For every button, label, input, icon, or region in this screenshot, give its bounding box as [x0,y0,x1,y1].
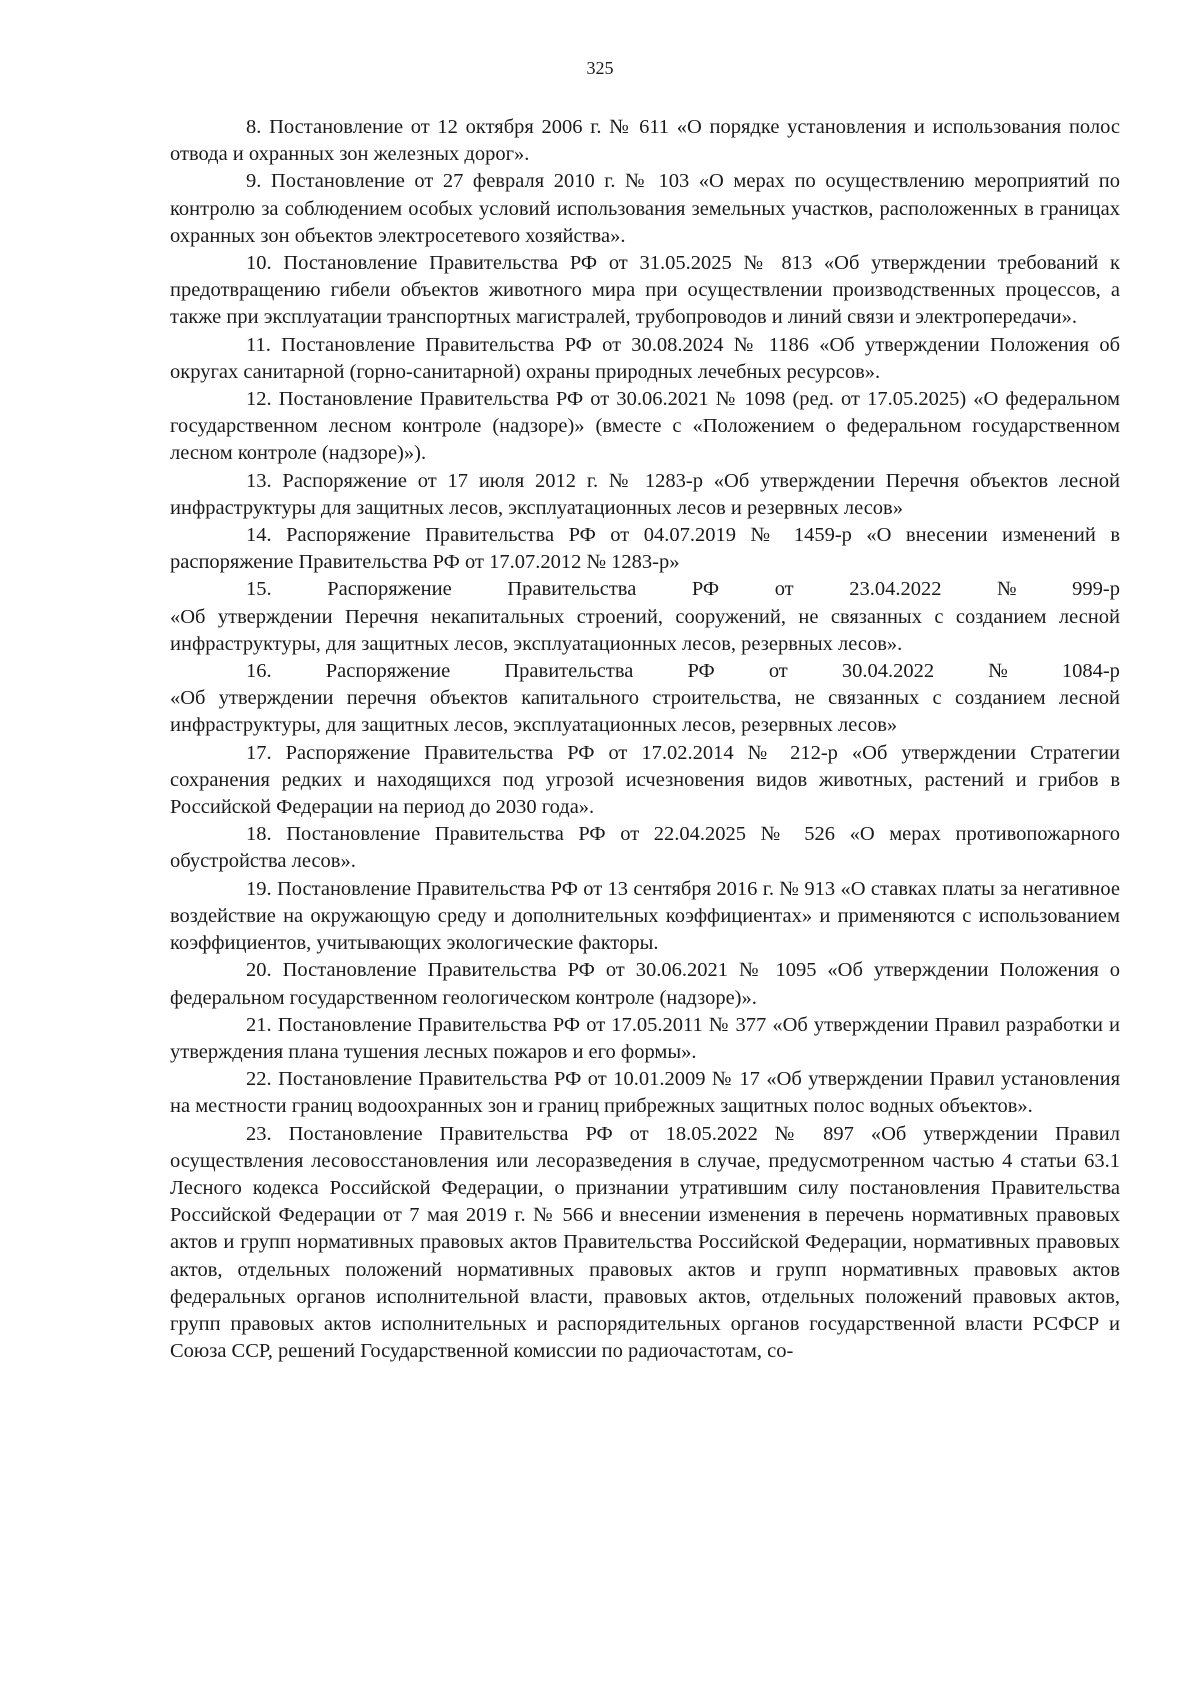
list-item: 22. Постановление Правительства РФ от 10.01.2009 № 17 «Об утверждении Правил установления на местности границ водоохранных зон и границ прибрежных защитных полос водных объектов». [170,1068,1120,1118]
word: от [774,578,794,601]
word: 15. [246,578,272,601]
list-item [170,576,1120,658]
word: Правительства [507,578,637,601]
list-item-continuation: «Об утверждении перечня объектов капитального строительства, не связанных с созданием лесной инфраструктуры, для защитных лесов, эксплуатационных лесов, резервных лесов» [170,687,1120,737]
list-item-heading-line [170,658,1120,685]
list-item: 10. Постановление Правительства РФ от 31.05.2025 № 813 «Об утверждении требований к предотвращению гибели объектов животного мира при осуществлении производственных процессов, а также при эксплуатации транспортных магистралей, трубопроводов и линий связи и электропередачи». [170,252,1120,329]
list-item: 13. Распоряжение от 17 июля 2012 г. № 1283-р «Об утверждении Перечня объектов лесной инфраструктуры для защитных лесов, эксплуатационных лесов и резервных лесов» [170,469,1120,519]
list-item: 9. Постановление от 27 февраля 2010 г. № 103 «О мерах по осуществлению мероприятий по контролю за соблюдением особых условий использования земельных участков, расположенных в границах охранных зон объектов электросетевого хозяйства». [170,170,1120,247]
list-item: 20. Постановление Правительства РФ от 30.06.2021 № 1095 «Об утверждении Положения о федеральном государственном геологическом контроле (надзоре)». [170,959,1120,1009]
word: РФ [687,660,715,683]
word: РФ [691,578,720,601]
word: Распоряжение [327,578,452,601]
list-item [170,658,1120,740]
list-item: 21. Постановление Правительства РФ от 17.05.2011 № 377 «Об утверждении Правил разработки и утверждения плана тушения лесных пожаров и его формы». [170,1013,1120,1063]
list-item: 11. Постановление Правительства РФ от 30.08.2024 № 1186 «Об утверждении Положения об округах санитарной (горно-санитарной) охраны природных лечебных ресурсов». [170,333,1120,383]
list-item: 14. Распоряжение Правительства РФ от 04.07.2019 № 1459-р «О внесении изменений в распоряжение Правительства РФ от 17.07.2012 № 1283-р» [170,524,1120,574]
list-item: 17. Распоряжение Правительства РФ от 17.02.2014 № 212-р «Об утверждении Стратегии сохранения редких и находящихся под угрозой исчезновения видов животных, растений и грибов в Российской Федерации на период до 2030 года». [170,741,1120,819]
page-number: 325 [586,58,614,78]
list-item-heading-line [170,576,1120,603]
word: Распоряжение [325,660,451,683]
word: Правительства [504,660,634,683]
list-item: 19. Постановление Правительства РФ от 13 сентября 2016 г. № 913 «О ставках платы за негативное воздействие на окружающую среду и дополнительных коэффициентах» и применяются с использованием коэффициентов, учитывающих экологические факторы. [170,877,1120,955]
word: 999-р [1072,578,1120,601]
word: 23.04.2022 [849,578,942,601]
document-body [170,114,1120,1365]
word: № [997,578,1017,601]
list-item: 8. Постановление от 12 октября 2006 г. № 611 «О порядке установления и использования полос отвода и охранных зон железных дорог». [170,116,1120,166]
word: от [768,660,788,683]
list-item: 12. Постановление Правительства РФ от 30.06.2021 № 1098 (ред. от 17.05.2025) «О федеральном государственном лесном контроле (надзоре)» (вместе с «Положением о федеральном государственном лесном контроле (надзоре)»). [170,388,1120,465]
list-item-continuation: «Об утверждении Перечня некапитальных строений, сооружений, не связанных с созданием лесной инфраструктуры, для защитных лесов, эксплуатационных лесов, резервных лесов». [170,605,1120,655]
word: 1084-р [1061,660,1120,683]
word: № [988,660,1008,683]
word: 16. [246,660,272,683]
word: 30.04.2022 [841,660,935,683]
list-item: 18. Постановление Правительства РФ от 22.04.2025 № 526 «О мерах противопожарного обустройства лесов». [170,823,1120,873]
list-item: 23. Постановление Правительства РФ от 18.05.2022 № 897 «Об утверждении Правил осуществления лесовосстановления или лесоразведения в случае, предусмотренном частью 4 статьи 63.1 Лесного кодекса Российской Федерации, о признании утратившим силу постановления Правительства Российской Федерации от 7 мая 2019 г. № 566 и внесении изменения в перечень нормативных правовых актов и групп нормативных правовых актов Правительства Российской Федерации, нормативных правовых актов, отдельных положений нормативных правовых актов и групп нормативных правовых актов федеральных органов исполнительной власти, правовых актов, отдельных положений правовых актов, групп правовых актов исполнительных и распорядительных органов государственной власти РСФСР и Союза ССР, решений Государственной комиссии по радиочастотам, со- [170,1122,1120,1363]
